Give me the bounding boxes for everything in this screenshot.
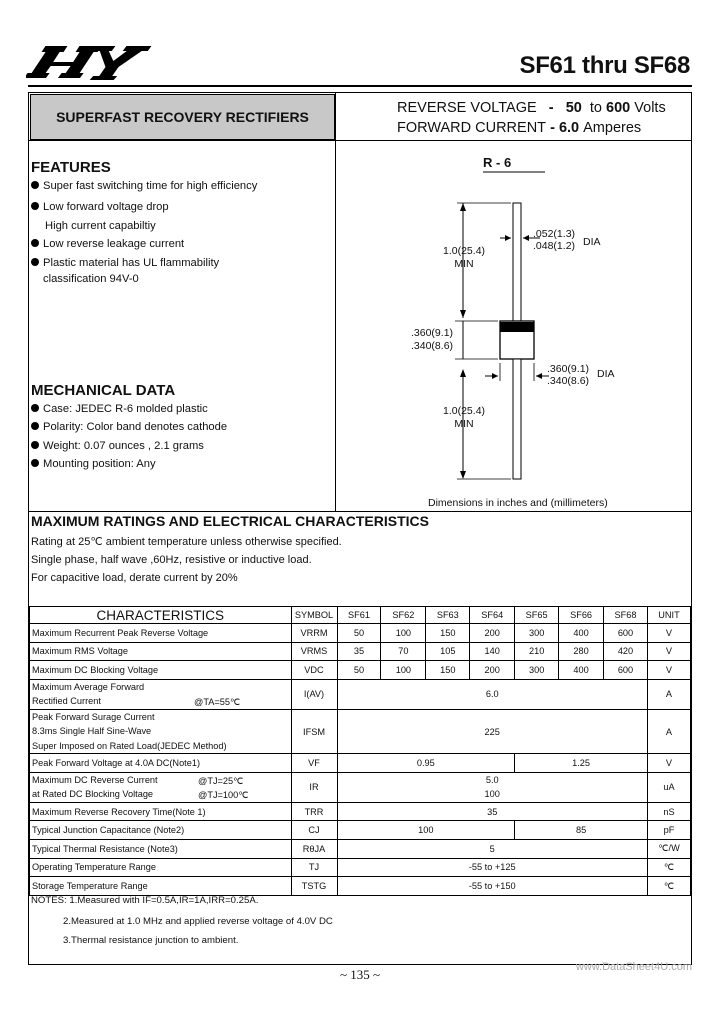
ratings-note: Single phase, half wave ,60Hz, resistive or inductive load. [31, 554, 312, 566]
cell-value: 5.0 100 [337, 772, 647, 802]
cell-value: 300 [515, 661, 559, 680]
column-header: UNIT [647, 607, 690, 624]
param-symbol: IFSM [291, 709, 337, 754]
cell-unit: ℃ [647, 858, 690, 877]
cell-value: 50 [337, 661, 381, 680]
cell-value: 100 [381, 661, 426, 680]
table-row [30, 709, 691, 754]
param-name: Storage Temperature Range [30, 877, 292, 896]
bullet-icon [31, 441, 39, 449]
cell-value: 200 [470, 624, 515, 643]
param-symbol: RθJA [291, 840, 337, 859]
bullet-icon [31, 404, 39, 412]
reverse-voltage-spec: REVERSE VOLTAGE - 50 to 600 Volts [397, 100, 666, 116]
param-name: Typical Junction Capacitance (Note2) [30, 821, 292, 840]
feature-item: Plastic material has UL flammability [31, 257, 219, 269]
cell-unit: nS [647, 802, 690, 821]
product-banner: SUPERFAST RECOVERY RECTIFIERS [30, 94, 335, 140]
dia-label: DIA [583, 236, 601, 248]
cell-value: 600 [604, 661, 648, 680]
cell-value: -55 to +150 [337, 877, 647, 896]
cell-value: 225 [337, 709, 647, 754]
param-name: Peak Forward Voltage at 4.0A DC(Note1) [30, 754, 292, 773]
param-symbol: TJ [291, 858, 337, 877]
feature-item: Low forward voltage drop [31, 201, 169, 213]
param-name: Maximum RMS Voltage [30, 642, 292, 661]
ratings-note: For capacitive load, derate current by 20% [31, 572, 238, 584]
cell-value: 100 [337, 821, 515, 840]
param-name: Maximum Recurrent Peak Reverse Voltage [30, 624, 292, 643]
section-divider [29, 511, 691, 512]
page-number: ~ 135 ~ [339, 967, 381, 982]
cell-value: 150 [426, 661, 470, 680]
mechanical-item: Case: JEDEC R-6 molded plastic [31, 403, 208, 415]
column-header: SF68 [604, 607, 648, 624]
document-title: SF61 thru SF68 [519, 52, 690, 79]
cell-unit: V [647, 754, 690, 773]
cell-value: 400 [559, 624, 604, 643]
table-row [30, 624, 691, 643]
param-symbol: VDC [291, 661, 337, 680]
cell-unit: A [647, 679, 690, 709]
cell-value: 280 [559, 642, 604, 661]
column-header: SF62 [381, 607, 426, 624]
cell-value: 400 [559, 661, 604, 680]
table-row [30, 642, 691, 661]
cell-unit: ℃ [647, 877, 690, 896]
bullet-icon [31, 181, 39, 189]
table-row [30, 877, 691, 896]
feature-item: classification 94V-0 [43, 273, 139, 285]
table-row [30, 772, 691, 802]
bullet-icon [31, 258, 39, 266]
param-symbol: VF [291, 754, 337, 773]
cell-value: 0.95 [337, 754, 515, 773]
cell-value: 35 [337, 642, 381, 661]
cell-unit: A [647, 709, 690, 754]
cell-value: 200 [470, 661, 515, 680]
mechanical-item: Polarity: Color band denotes cathode [31, 421, 227, 433]
table-row [30, 821, 691, 840]
cell-value: 300 [515, 624, 559, 643]
param-name: Operating Temperature Range [30, 858, 292, 877]
cell-value: 150 [426, 624, 470, 643]
cell-value: 6.0 [337, 679, 647, 709]
param-name: Typical Thermal Resistance (Note3) [30, 840, 292, 859]
cell-value: 50 [337, 624, 381, 643]
package-outline-drawing [335, 141, 691, 511]
bullet-icon [31, 422, 39, 430]
param-symbol: I(AV) [291, 679, 337, 709]
cell-unit: V [647, 624, 690, 643]
param-name: Peak Forward Surage Current 8.3ms Single Half Sine-Wave Super Imposed on Rated Load(JEDEC Method) [30, 709, 292, 754]
lead-diameter-label: .052(1.3) .048(1.2) [533, 228, 576, 252]
package-label: R - 6 [483, 155, 512, 170]
bullet-icon [31, 459, 39, 467]
param-symbol: VRRM [291, 624, 337, 643]
bullet-icon [31, 239, 39, 247]
cell-value: 105 [426, 642, 470, 661]
param-symbol: IR [291, 772, 337, 802]
dimensions-caption: Dimensions in inches and (millimeters) [428, 497, 608, 509]
column-header: SF65 [515, 607, 559, 624]
datasheet-frame [28, 92, 692, 965]
body-length-label: .360(9.1) .340(8.6) [411, 327, 454, 352]
feature-item: Super fast switching time for high efficiency [31, 180, 257, 192]
bullet-icon [31, 202, 39, 210]
table-header-row [30, 607, 691, 624]
column-header: CHARACTERISTICS [30, 607, 292, 624]
table-row [30, 679, 691, 709]
cell-value: 100 [381, 624, 426, 643]
cell-value: 5 [337, 840, 647, 859]
note-line: 3.Thermal resistance junction to ambient. [63, 935, 239, 946]
cell-value: 420 [604, 642, 648, 661]
note-line: NOTES: 1.Measured with IF=0.5A,IR=1A,IRR=0.25A. [31, 895, 259, 906]
param-name: Maximum DC Reverse Current at Rated DC Blocking Voltage @TJ=25℃ @TJ=100℃ [30, 772, 292, 802]
cell-value: 1.25 [515, 754, 648, 773]
cell-unit: pF [647, 821, 690, 840]
cell-unit: V [647, 661, 690, 680]
table-row [30, 661, 691, 680]
cell-unit: ℃/W [647, 840, 690, 859]
note-line: 2.Measured at 1.0 MHz and applied reverse voltage of 4.0V DC [63, 916, 333, 927]
body-diameter-label: .360(9.1) .340(8.6) [547, 363, 590, 387]
param-name: Maximum DC Blocking Voltage [30, 661, 292, 680]
mechanical-item: Mounting position: Any [31, 458, 156, 470]
ratings-note: Rating at 25℃ ambient temperature unless otherwise specified. [31, 536, 342, 548]
param-symbol: TSTG [291, 877, 337, 896]
cell-unit: V [647, 642, 690, 661]
mechanical-heading: MECHANICAL DATA [31, 382, 176, 399]
table-row [30, 858, 691, 877]
cell-value: 35 [337, 802, 647, 821]
dia-label: DIA [597, 368, 615, 380]
characteristics-table [29, 606, 691, 896]
param-symbol: TRR [291, 802, 337, 821]
cell-value: 140 [470, 642, 515, 661]
forward-current-spec: FORWARD CURRENT - 6.0 Amperes [397, 120, 642, 136]
bottom-lead-length-label: 1.0(25.4) MIN [443, 405, 486, 430]
table-row [30, 840, 691, 859]
cell-value: -55 to +125 [337, 858, 647, 877]
table-row [30, 754, 691, 773]
param-symbol: VRMS [291, 642, 337, 661]
table-row [30, 802, 691, 821]
feature-item: High current capabiltiy [45, 220, 156, 232]
feature-item: Low reverse leakage current [31, 238, 184, 250]
param-name: Maximum Average Forward Rectified Current @TA=55℃ [30, 679, 292, 709]
mechanical-item: Weight: 0.07 ounces , 2.1 grams [31, 440, 204, 452]
cell-value: 600 [604, 624, 648, 643]
column-header: SF61 [337, 607, 381, 624]
param-name: Maximum Reverse Recovery Time(Note 1) [30, 802, 292, 821]
param-symbol: CJ [291, 821, 337, 840]
header-rule [28, 85, 692, 87]
cell-value: 70 [381, 642, 426, 661]
ratings-heading: MAXIMUM RATINGS AND ELECTRICAL CHARACTERISTICS [31, 513, 429, 529]
column-header: SF63 [426, 607, 470, 624]
column-header: SF64 [470, 607, 515, 624]
cell-unit: uA [647, 772, 690, 802]
company-logo [26, 44, 156, 80]
cell-value: 85 [515, 821, 648, 840]
features-heading: FEATURES [31, 159, 111, 176]
cell-value: 210 [515, 642, 559, 661]
watermark: www.DataSheet4U.com [575, 961, 692, 973]
top-lead-length-label: 1.0(25.4) MIN [443, 245, 486, 270]
column-header: SF66 [559, 607, 604, 624]
column-header: SYMBOL [291, 607, 337, 624]
